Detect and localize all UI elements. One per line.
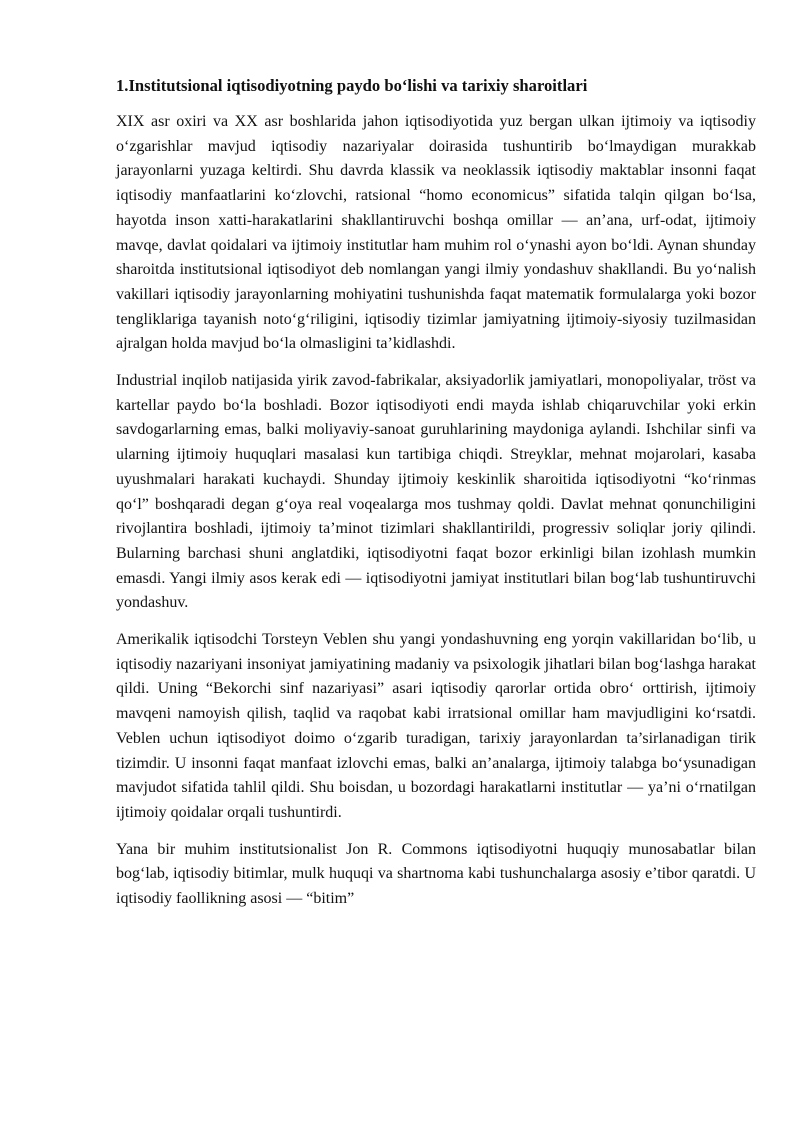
paragraph-1: XIX asr oxiri va XX asr boshlarida jahon iqtisodiyotida yuz bergan ulkan ijtimoiy va iqtisodiy o‘zgarishlar mavjud iqtisodiy nazariyalar doirasida tushuntirib bo‘lmaydigan murakkab jarayonlarni yuzaga keltirdi. Shu davrda klassik va neoklassik iqtisodiy maktablar insonni faqat iqtisodiy manfaatlarini ko‘zlovchi, ratsional “homo economicus” sifatida talqin qilgan bo‘lsa, hayotda inson xatti-harakatlarini shakllantiruvchi boshqa omillar — an’ana, urf-odat, ijtimoiy mavqe, davlat qoidalari va ijtimoiy institutlar ham muhim rol o‘ynashi ayon bo‘ldi. Aynan shunday sharoitda institutsional iqtisodiyot deb nomlangan yangi ilmiy yondashuv shakllandi. Bu yo‘nalish vakillari iqtisodiy jarayonlarning mohiyatini tushunishda faqat matematik formulalarga yoki bozor tengliklariga tayanish noto‘g‘riligini, iqtisodiy tizimlar jamiyatning ijtimoiy-siyosiy tuzilmasidan ajralgan holda mavjud bo‘la olmasligini ta’kidlashdi.	[116, 113, 756, 353]
document-page	[116, 74, 756, 924]
paragraph-3: Amerikalik iqtisodchi Torsteyn Veblen shu yangi yondashuvning eng yorqin vakillaridan bo‘lib, u iqtisodiy nazariyani insoniyat jamiyatining madaniy va psixologik jihatlari bilan bog‘lashga harakat qildi. Uning “Bekorchi sinf nazariyasi” asari iqtisodiy qarorlar ortida obro‘ orttirish, ijtimoiy mavqeni namoyish qilish, taqlid va raqobat kabi irratsional omillar ham mavjudligini ko‘rsatdi. Veblen uchun iqtisodiyot doimo o‘zgarib turadigan, tarixiy jarayonlardan ta’sirlanadigan tirik tizimdir. U insonni faqat manfaat izlovchi emas, balki an’analarga, ijtimoiy talabga bo‘ysunadigan mavjudot sifatida tahlil qildi. Shu boisdan, u bozordagi harakatlarni institutlar — ya’ni o‘rnatilgan ijtimoiy qoidalar orqali tushuntirdi.	[116, 631, 756, 821]
section-heading: 1.Institutsional iqtisodiyotning paydo bo‘lishi va tarixiy sharoitlari	[116, 76, 588, 95]
paragraph-2: Industrial inqilob natijasida yirik zavod-fabrikalar, aksiyadorlik jamiyatlari, monopoliyalar, tröst va kartellar paydo bo‘la boshladi. Bozor iqtisodiyoti endi mayda ishlab chiqaruvchilar yoki erkin savdogarlarning emas, balki moliyaviy-sanoat guruhlarining maydoniga aylandi. Ishchilar sinfi va ularning ijtimoiy huquqlari masalasi kun tartibiga chiqdi. Streyklar, mehnat mojarolari, kasaba uyushmalari harakati kuchaydi. Shunday ijtimoiy keskinlik sharoitida iqtisodiyotni “ko‘rinmas qo‘l” boshqaradi degan g‘oya real voqealarga mos tushmay qoldi. Davlat mehnat qonunchiligini rivojlantira boshladi, ijtimoiy ta’minot tizimlari shakllantirildi, progressiv soliqlar joriy qilindi. Bularning barchasi shuni anglatdiki, iqtisodiyotni faqat bozor erkinligi bilan izohlash mumkin emasdi. Yangi ilmiy asos kerak edi — iqtisodiyotni jamiyat institutlari bilan bog‘lab tushuntiruvchi yondashuv.	[116, 372, 756, 612]
paragraph-4: Yana bir muhim institutsionalist Jon R. Commons iqtisodiyotni huquqiy munosabatlar bilan bog‘lab, iqtisodiy bitimlar, mulk huquqi va shartnoma kabi tushunchalarga asosiy e’tibor qaratdi. U iqtisodiy faollikning asosi — “bitim”	[116, 840, 756, 908]
